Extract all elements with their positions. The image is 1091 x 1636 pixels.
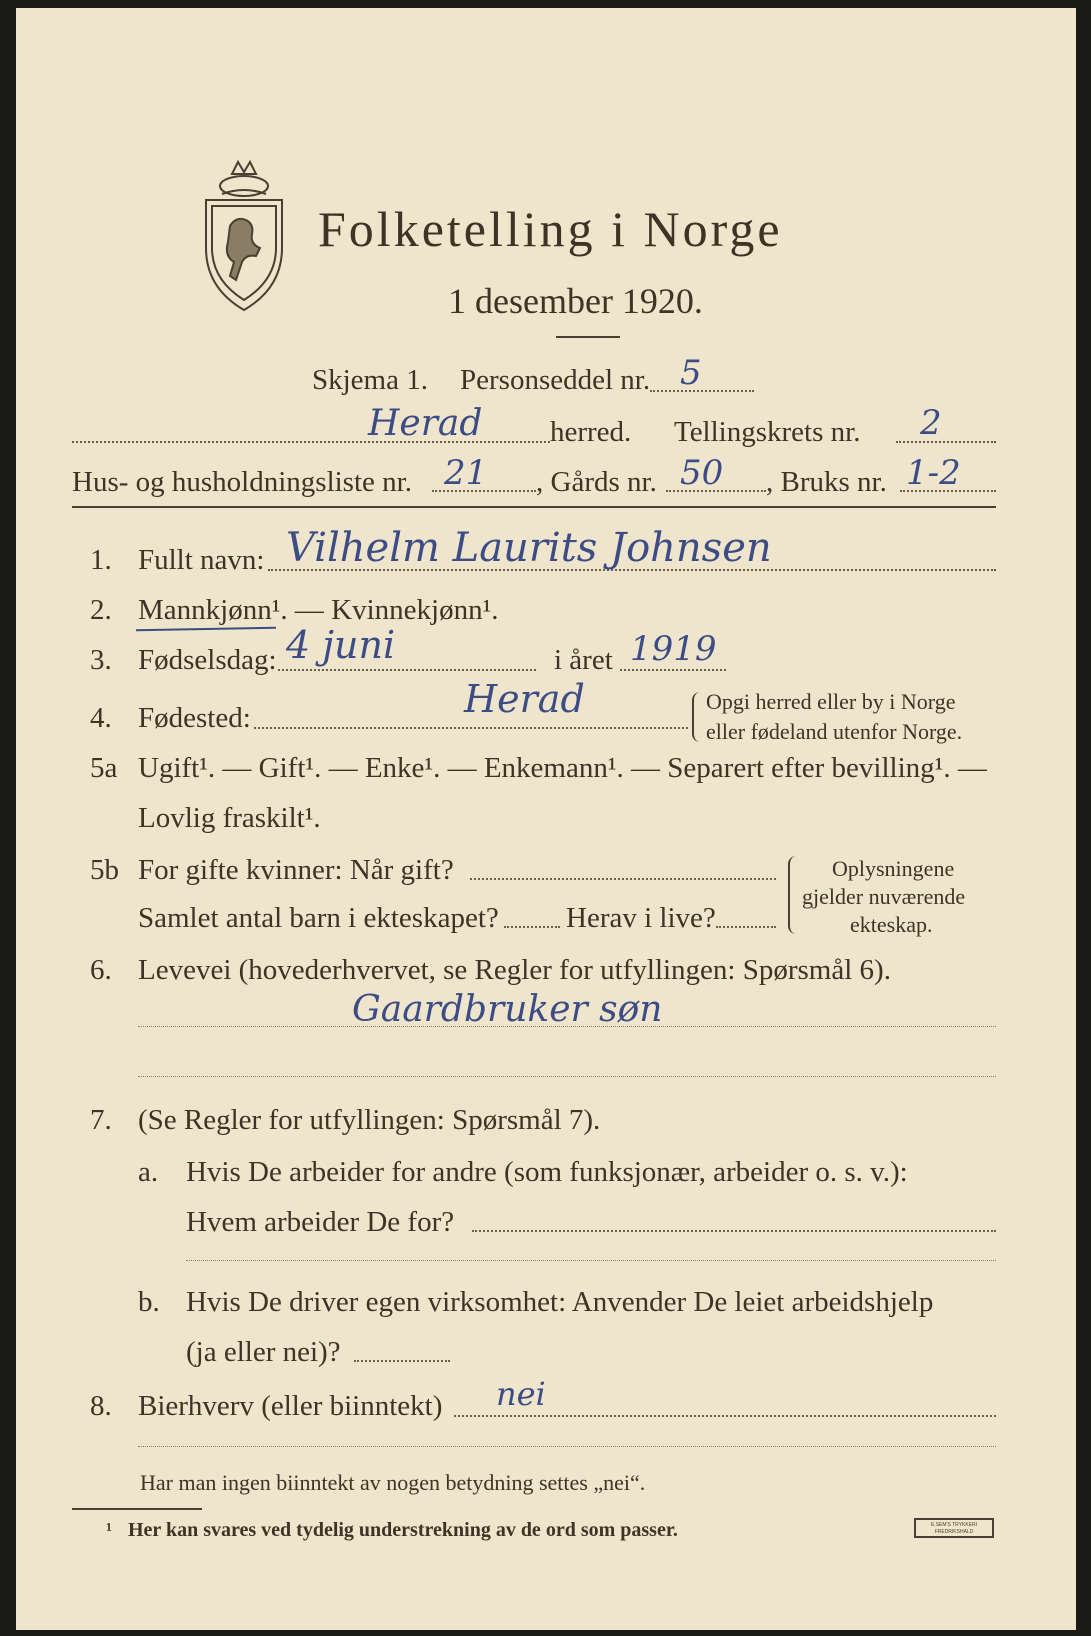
q7b-yes-no-label: (ja eller nei)? (186, 1336, 341, 1368)
coat-of-arms-icon (192, 156, 292, 316)
q4-note-line1: Opgi herred eller by i Norge (706, 689, 956, 714)
tellingskrets-line (896, 441, 996, 443)
q5b-when-married: For gifte kvinner: Når gift? (138, 854, 454, 886)
bruks-value[interactable]: 1-2 (906, 453, 961, 493)
printer-stamp (914, 1518, 994, 1538)
q7a-employer-label: Hvem arbeider De for? (186, 1206, 455, 1238)
q1-label: Fullt navn: (138, 544, 265, 576)
q5a-options-cont: Lovlig fraskilt¹. (138, 802, 321, 834)
q6-line2 (138, 1076, 996, 1077)
q8-label: Bierhverv (eller biinntekt) (138, 1390, 443, 1422)
q4-brace (692, 692, 702, 742)
gards-value[interactable]: 50 (680, 453, 724, 493)
q5b-note-line3: ekteskap. (850, 912, 933, 937)
bruks-label: , Bruks nr. (766, 466, 887, 498)
census-form (16, 8, 1076, 1630)
q5b-alive: Herav i live? (566, 902, 716, 934)
q8-value[interactable]: nei (496, 1375, 546, 1413)
q6-label: Levevei (hovederhvervet, se Regler for utfyllingen: Spørsmål 6). (138, 954, 891, 986)
hus-label: Hus- og husholdningsliste nr. (72, 466, 412, 498)
tellingskrets-value[interactable]: 2 (920, 403, 942, 443)
q7b-letter: b. (138, 1286, 160, 1318)
q1-number: 1. (90, 544, 112, 576)
q4-value[interactable]: Herad (464, 677, 585, 721)
q8-line (454, 1415, 996, 1417)
printer-stamp-text: E.SEM'S TRYKKERI FREDRIKSHALD (930, 1522, 978, 1535)
q6-line1 (138, 1026, 996, 1027)
q3-number: 3. (90, 644, 112, 676)
q7-label: (Se Regler for utfyllingen: Spørsmål 7). (138, 1104, 601, 1136)
personseddel-label: Personseddel nr. (460, 364, 651, 396)
q5b-note-line1: Oplysningene (832, 856, 955, 881)
q6-number: 6. (90, 954, 112, 986)
q3-day-line (278, 669, 536, 671)
q5b-alive-line (716, 926, 776, 928)
q4-line (254, 727, 688, 729)
title-divider (556, 336, 620, 338)
q6-value[interactable]: Gaardbruker søn (352, 989, 663, 1030)
footnote-divider (72, 1508, 202, 1510)
q5b-brace (788, 856, 798, 934)
footer-note: Har man ingen biinntekt av nogen betydning settes „nei“. (140, 1470, 646, 1495)
q7-number: 7. (90, 1104, 112, 1136)
q7a-employer-line (472, 1230, 996, 1232)
q2-mannkjonn-underline (136, 627, 276, 631)
q8-line2 (138, 1446, 996, 1447)
q5b-number: 5b (90, 854, 119, 886)
form-title: Folketelling i Norge (318, 201, 783, 257)
q2-label: Mannkjønn¹. — Kvinnekjønn¹. (138, 594, 499, 626)
header-divider (72, 506, 996, 508)
q2-number: 2. (90, 594, 112, 626)
footnote-mark: ¹ (106, 1519, 112, 1541)
q7b-yes-no-line (354, 1360, 450, 1362)
q4-number: 4. (90, 702, 112, 734)
q1-value[interactable]: Vilhelm Laurits Johnsen (286, 525, 772, 571)
q7a-question: Hvis De arbeider for andre (som funksjonær, arbeider o. s. v.): (186, 1156, 908, 1188)
herred-value[interactable]: Herad (368, 403, 483, 444)
q3-label: Fødselsdag: (138, 644, 277, 676)
q3-value[interactable]: 4 juni (286, 623, 396, 667)
q4-label: Fødested: (138, 702, 251, 734)
personseddel-line (650, 390, 754, 392)
tellingskrets-label: Tellingskrets nr. (674, 416, 861, 448)
gards-label: , Gårds nr. (536, 466, 657, 498)
hus-value[interactable]: 21 (444, 453, 488, 493)
q7a-line2 (186, 1260, 996, 1261)
q8-number: 8. (90, 1390, 112, 1422)
census-date: 1 desember 1920. (448, 281, 703, 321)
q5b-note-line2: gjelder nuværende (802, 884, 966, 909)
q5b-when-line (470, 878, 776, 880)
herred-label: herred. (550, 416, 632, 448)
footnote: Her kan svares ved tydelig understrekning av de ord som passer. (128, 1519, 678, 1541)
q5a-number: 5a (90, 752, 118, 784)
q5a-options: Ugift¹. — Gift¹. — Enke¹. — Enkemann¹. — Separert efter bevilling¹. — (138, 752, 987, 784)
q7b-question: Hvis De driver egen virksomhet: Anvender De leiet arbeidshjelp (186, 1286, 934, 1318)
q7a-letter: a. (138, 1156, 159, 1188)
q4-note-line2: eller fødeland utenfor Norge. (706, 719, 963, 744)
personseddel-value[interactable]: 5 (680, 353, 702, 393)
q3-year-value[interactable]: 1919 (630, 629, 717, 669)
q5b-children: Samlet antal barn i ekteskapet? (138, 902, 499, 934)
skjema-label: Skjema 1. (312, 364, 428, 396)
q3-year-line (620, 669, 726, 671)
q3-year-label: i året (554, 644, 613, 676)
q5b-children-line (504, 926, 560, 928)
